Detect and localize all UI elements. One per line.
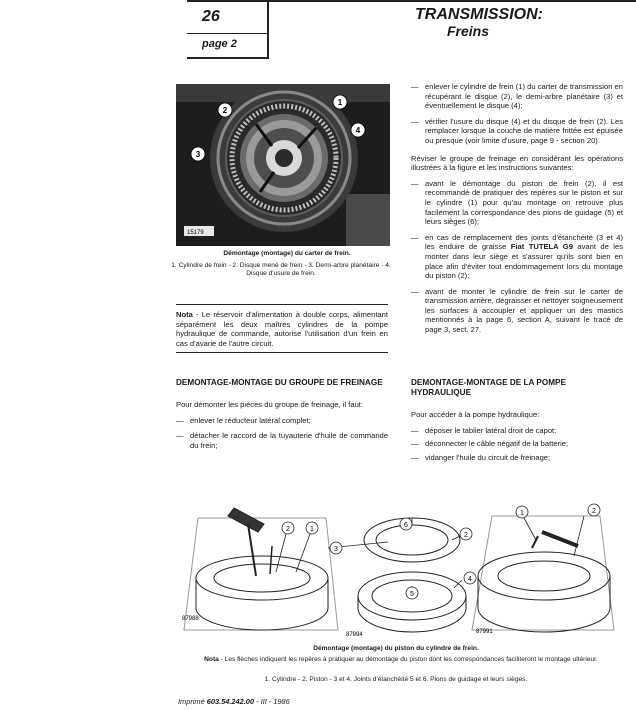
header <box>0 0 636 62</box>
brake-housing-photo <box>176 84 390 246</box>
piston-removal-drawings <box>176 496 616 640</box>
section-intro: Pour démonter les pièces du groupe de freinage, il faut: <box>176 400 364 409</box>
nota-box <box>176 304 388 353</box>
list-item: — vidanger l'huile du circuit de freinage; <box>411 453 623 463</box>
fig1-ref: 15179 <box>187 230 204 236</box>
list-item: — enlever le réducteur latéral complet; <box>176 416 388 426</box>
section-heading: DEMONTAGE-MONTAGE DU GROUPE DE FREINAGE <box>176 378 383 387</box>
fig2-legend: 1. Cylindre - 2. Piston - 3 et 4. Joints d'étanchéité 5 et 6. Pions de guidage et leurs sièges. <box>264 676 528 683</box>
fig2-ref-right: 87991 <box>476 629 493 635</box>
section-heading: DEMONTAGE-MONTAGE DE LA POMPE HYDRAULIQUE <box>411 378 566 397</box>
fig2-nota-label: Nota <box>204 656 219 663</box>
marker-4: 4 <box>468 576 472 583</box>
marker-2: 2 <box>464 532 468 539</box>
header-rule-mid <box>187 33 269 34</box>
footer: Imprimé 603.54.242.00 - III - 1986 <box>178 697 290 706</box>
page-subtitle: Freins <box>447 23 490 39</box>
list-item: — vérifier l'usure du disque (4) et du disque de frein (2). Les remplacer lorsque la couche de matière frittée est épuisée ou presque (voir limite d'usure, page 9 - section 20). <box>411 117 623 146</box>
figure-brake-housing <box>176 84 390 246</box>
header-divider <box>267 0 269 58</box>
marker-4: 4 <box>355 126 361 135</box>
marker-2: 2 <box>592 508 596 515</box>
marker-2: 2 <box>222 106 228 115</box>
marker-3: 3 <box>334 546 338 553</box>
list-item: — déconnecter le câble négatif de la batterie; <box>411 439 623 449</box>
page-label: page 2 <box>202 38 237 50</box>
fig1-caption-text: 1. Cylindre de frein - 2. Disque mené de frein - 3. Demi-arbre planétaire - 4. Disque d'usure de frein. <box>171 262 391 278</box>
paragraph: Réviser le groupe de freinage en considérant les opérations illustrées à la figure et les instructions suivantes: <box>411 153 623 173</box>
marker-1: 1 <box>520 510 524 517</box>
nota-label: Nota <box>176 310 193 319</box>
nota-text: Nota - Le réservoir d'alimentation à double corps, alimentant séparément les deux maîtres cylindres de la pompe hydraulique de commande, autorise l'utilisation d'un frein en cas d'avarie de l'autre circuit. <box>176 310 388 348</box>
list-item: — enlever le cylindre de frein (1) du carter de transmission en récupérant le disque (2), le demi-arbre planétaire (3) et éventuellement le disque (4); <box>411 82 623 111</box>
page-number: 26 <box>202 8 220 25</box>
right-column-top <box>411 82 623 335</box>
list-item: — déposer le tablier latéral droit de capot; <box>411 426 623 436</box>
marker-6: 6 <box>404 522 408 529</box>
left-section <box>176 378 388 450</box>
page-title: TRANSMISSION: <box>415 6 543 23</box>
fig2-ref-left: 87988 <box>182 616 199 622</box>
fig2-caption-title: Démontage (montage) du piston du cylindre de frein. <box>313 645 479 652</box>
marker-1: 1 <box>337 98 343 107</box>
marker-1: 1 <box>310 526 314 533</box>
footer-code: 603.54.242.00 <box>206 697 255 706</box>
figure-piston-removal <box>176 496 616 640</box>
section-intro: Pour accéder à la pompe hydraulique: <box>411 410 540 419</box>
marker-3: 3 <box>195 150 201 159</box>
marker-5: 5 <box>410 591 414 598</box>
fig2-nota: Nota - Les flèches indiquent les repères à pratiquer au démontage du piston dont les correspondances faciliteront le montage ultérieur. <box>204 656 598 663</box>
list-item: — avant de monter le cylindre de frein sur le carter de transmission arrière, dégraisser et nettoyer soigneusement les surfaces à accoupler et appliquer un des mastics mentionnés à la page 6, section A, suivant le tracé de page 3, sect. 27. <box>411 287 623 335</box>
list-item: — en cas de remplacement des joints d'étanchéité (3 et 4) les enduire de graisse Fiat TUTELA G9 avant de les monter dans leur siège et s'assurer qu'ils sont bien en place afin d'éviter tout endommagement lors du montage du piston (2); <box>411 233 623 281</box>
fig1-caption-title: Démontage (montage) du carter de frein. <box>223 250 351 257</box>
header-rule-bottom <box>187 57 269 59</box>
header-rule-top <box>187 0 636 2</box>
marker-2: 2 <box>286 526 290 533</box>
fig2-ref-mid: 87994 <box>346 632 363 638</box>
list-item: — avant le démontage du piston de frein (2), il est recommandé de pratiquer des repères sur le piston et sur le cylindre (1) pour qu'au montage on retrouve plus facilement la correspondance des pions de guidage (5) et leurs sièges (6); <box>411 179 623 227</box>
list-item: — détacher le raccord de la tuyauterie d'huile de commande du frein; <box>176 431 388 450</box>
right-section <box>411 378 623 462</box>
